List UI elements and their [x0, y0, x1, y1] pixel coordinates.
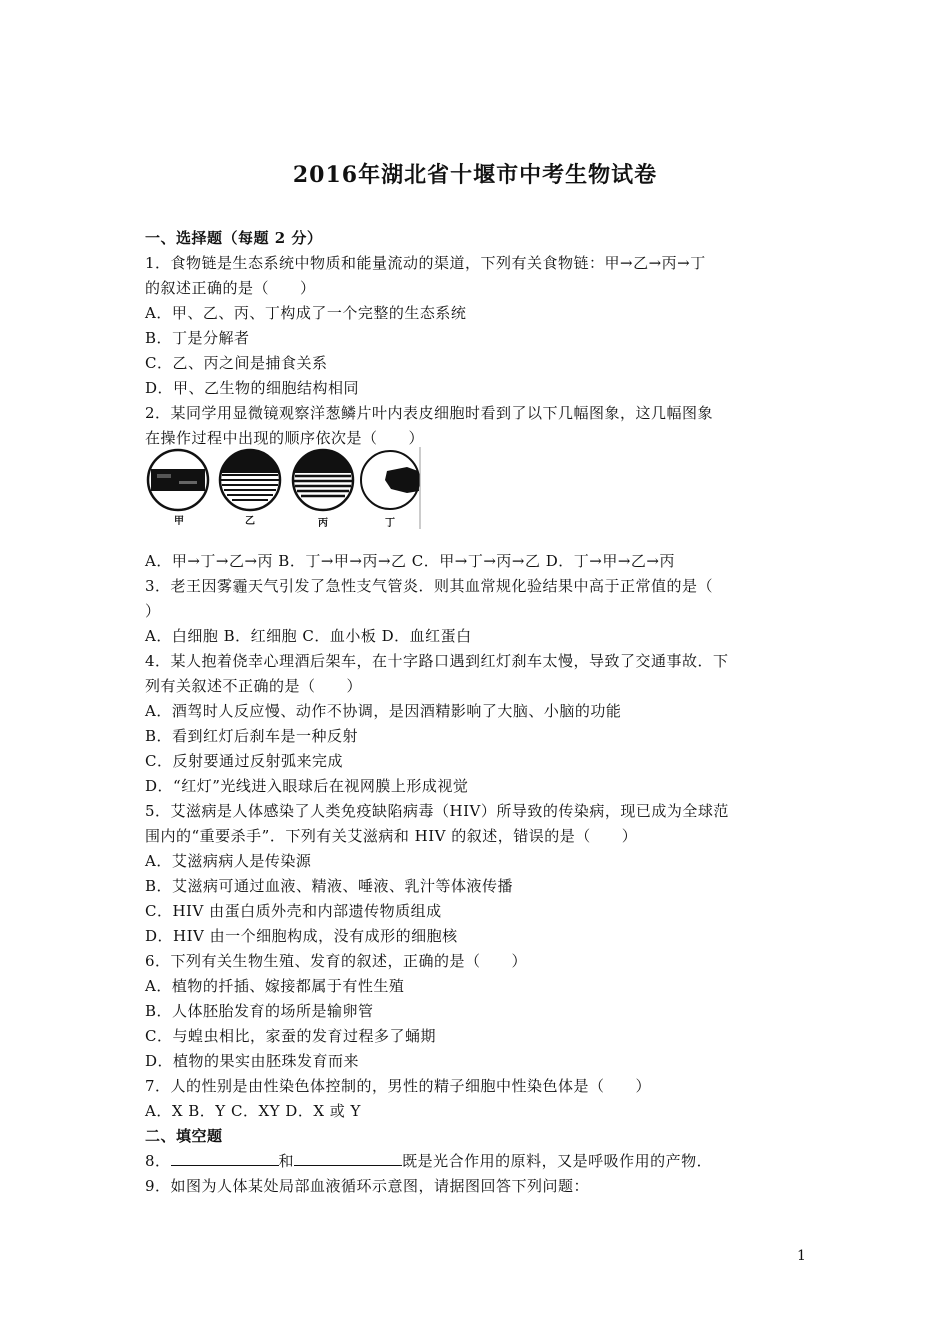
q4-stem-line1: 4．某人抱着侥幸心理酒后架车，在十字路口遇到红灯刹车太慢，导致了交通事故．下 [145, 652, 729, 670]
page-title: 2016年湖北省十堰市中考生物试卷 [292, 162, 658, 188]
q4-option-a: A．酒驾时人反应慢、动作不协调，是因酒精影响了大脑、小脑的功能 [145, 702, 622, 720]
q6-option-b: B．人体胚胎发育的场所是输卵管 [145, 1002, 374, 1020]
q8-line [145, 1151, 712, 1171]
q2-stem-line1: 2．某同学用显微镜观察洋葱鳞片叶内表皮细胞时看到了以下几幅图象，这几幅图象 [145, 404, 714, 422]
microscope-view-ding [361, 451, 419, 509]
q2-options: A．甲→丁→乙→丙 B．丁→甲→丙→乙 C．甲→丁→丙→乙 D．丁→甲→乙→丙 [145, 552, 675, 570]
microscope-view-jia [148, 450, 208, 510]
q6-option-a: A．植物的扦插、嫁接都属于有性生殖 [145, 977, 405, 995]
q8-blank-2[interactable] [294, 1151, 402, 1166]
fig-label-yi: 乙 [245, 516, 255, 527]
q4-option-c: C．反射要通过反射弧来完成 [145, 752, 343, 770]
microscope-view-yi [220, 450, 280, 510]
q3-stem-line2: ） [145, 602, 161, 620]
q8-connector: 和 [278, 1152, 295, 1170]
q5-stem-line2: 围内的“重要杀手”．下列有关艾滋病和 HIV 的叙述，错误的是（ ） [145, 827, 638, 845]
fig-label-ding: 丁 [385, 518, 395, 529]
q1-option-c: C．乙、丙之间是捕食关系 [145, 354, 328, 372]
section-fill-heading: 二、填空题 [145, 1127, 223, 1145]
q3-stem-line1: 3．老王因雾霾天气引发了急性支气管炎．则其血常规化验结果中高于正常值的是（ [145, 577, 714, 595]
q5-option-a: A．艾滋病病人是传染源 [145, 852, 312, 870]
q5-option-b: B．艾滋病可通过血液、精液、唾液、乳汁等体液传播 [145, 877, 514, 895]
fig-label-jia: 甲 [174, 516, 184, 527]
q4-option-b: B．看到红灯后刹车是一种反射 [145, 727, 359, 745]
q1-stem-line1: 1．食物链是生态系统中物质和能量流动的渠道，下列有关食物链：甲→乙→丙→丁 [145, 254, 706, 272]
q5-option-d: D．HIV 由一个细胞构成，没有成形的细胞核 [145, 927, 458, 945]
page-number: 1 [797, 1248, 806, 1264]
q6-option-c: C．与蝗虫相比，家蚕的发育过程多了蛹期 [145, 1027, 436, 1045]
q8-number: 8． [145, 1152, 171, 1170]
q6-stem: 6．下列有关生物生殖、发育的叙述，正确的是（ ） [145, 952, 528, 970]
q6-option-d: D．植物的果实由胚珠发育而来 [145, 1052, 360, 1070]
q5-stem-line1: 5．艾滋病是人体感染了人类免疫缺陷病毒（HIV）所导致的传染病，现已成为全球范 [145, 802, 729, 820]
q8-blank-1[interactable] [171, 1151, 279, 1166]
microscope-views-svg [145, 447, 421, 529]
q2-stem-line2: 在操作过程中出现的顺序依次是（ ） [145, 429, 425, 447]
q5-option-c: C．HIV 由蛋白质外壳和内部遗传物质组成 [145, 902, 442, 920]
q9-stem: 9．如图为人体某处局部血液循环示意图，请据图回答下列问题： [145, 1177, 590, 1195]
q3-options: A．白细胞 B．红细胞 C．血小板 D．血红蛋白 [145, 627, 472, 645]
q7-options: A．X B．Y C．XY D．X 或 Y [145, 1102, 361, 1120]
q7-stem: 7．人的性别是由性染色体控制的，男性的精子细胞中性染色体是（ ） [145, 1077, 652, 1095]
fig-label-bing: 丙 [318, 518, 328, 529]
q1-stem-line2: 的叙述正确的是（ ） [145, 279, 316, 297]
microscope-view-figure [145, 447, 421, 529]
section-choice-heading: 一、选择题（每题 2 分） [145, 229, 323, 247]
q4-option-d: D．“红灯”光线进入眼球后在视网膜上形成视觉 [145, 777, 469, 795]
q1-option-b: B．丁是分解者 [145, 329, 250, 347]
q1-option-d: D．甲、乙生物的细胞结构相同 [145, 379, 360, 397]
q4-stem-line2: 列有关叙述不正确的是（ ） [145, 677, 363, 695]
q8-tail: 既是光合作用的原料，又是呼吸作用的产物． [402, 1152, 713, 1170]
microscope-view-bing [293, 450, 353, 510]
q1-option-a: A．甲、乙、丙、丁构成了一个完整的生态系统 [145, 304, 467, 322]
